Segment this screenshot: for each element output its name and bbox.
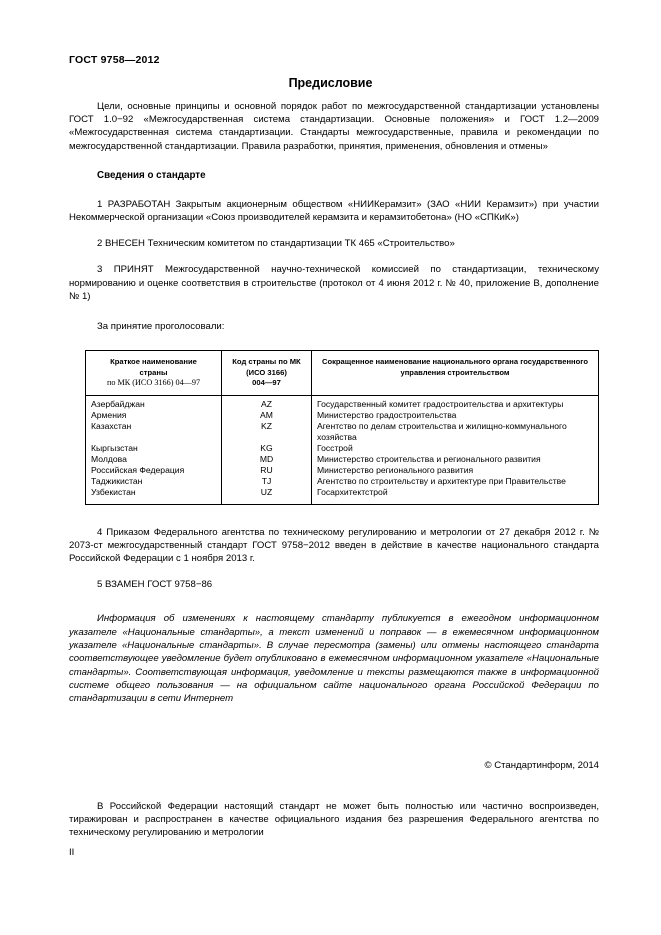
header-country-line1: Краткое наименование	[110, 357, 197, 367]
header-code-line2: (ИСО 3166)	[246, 367, 287, 377]
copyright-line: © Стандартинформ, 2014	[484, 760, 599, 771]
clause-3: 3 ПРИНЯТ Межгосударственной научно-технической комиссией по стандартизации, техническому нормированию и оценке соответствия в строительстве (протокол от 4 июня 2012 г. № 40, приложение В, дополнение № 1)	[69, 264, 599, 302]
page-number: II	[69, 847, 75, 858]
document-designation: ГОСТ 9758—2012	[69, 54, 160, 66]
authority-name: Госстрой	[317, 443, 353, 454]
authority-name: Агентство по делам строительства и жилищно-коммунального хозяйства	[317, 420, 567, 443]
authority-name: Агентство по строительству и архитектуре при Правительстве	[317, 476, 566, 487]
authority-name: Министерство строительства и регионального развития	[317, 454, 541, 465]
country-name: Армения	[91, 409, 127, 420]
vote-intro: За принятие проголосовали:	[97, 321, 225, 333]
authority-name: Государственный комитет градостроительства и архитектуры	[317, 398, 564, 409]
row-spacer	[91, 432, 216, 443]
authority-name: Госархитектстрой	[317, 487, 388, 498]
country-name: Таджикистан	[91, 476, 143, 487]
table-row	[86, 395, 599, 504]
cell-country-list	[86, 395, 222, 504]
country-code: KG	[260, 443, 273, 454]
country-code: KZ	[261, 420, 272, 431]
cell-authority-list	[312, 395, 599, 504]
country-name: Казахстан	[91, 420, 132, 431]
authority-name: Министерство градостроительства	[317, 409, 457, 420]
header-country-line3: по МК (ИСО 3166) 04—97	[106, 378, 201, 388]
header-cell-authority	[312, 351, 599, 396]
cell-code-list	[222, 395, 312, 504]
country-code: MD	[259, 454, 274, 465]
country-name: Кыргызстан	[91, 443, 138, 454]
header-code-line3: 004—97	[252, 378, 281, 388]
country-name: Азербайджан	[91, 398, 145, 409]
clause-1: 1 РАЗРАБОТАН Закрытым акционерным обществом «НИИКерамзит» (ЗАО «НИИ Керамзит») при участии Некоммерческой организации «Союз производителей керамзита и керамзитобетона» (НО «СПКиК»)	[69, 198, 599, 224]
country-code: AZ	[261, 398, 272, 409]
header-authority-line1: Сокращенное наименование национального органа государственного	[322, 357, 588, 367]
header-cell-country	[86, 351, 222, 396]
header-country-line2: страны	[139, 367, 168, 377]
clause-2: 2 ВНЕСЕН Техническим комитетом по стандартизации ТК 465 «Строительство»	[97, 238, 455, 250]
table-header-row	[86, 351, 599, 396]
country-name: Молдова	[91, 454, 127, 465]
disclaimer-block	[69, 800, 599, 840]
country-name: Узбекистан	[91, 487, 136, 498]
header-authority-line2: управления строительством	[400, 367, 510, 377]
reproduction-disclaimer: В Российской Федерации настоящий стандарт не может быть полностью или частично воспроизведен, тиражирован и распространен в качестве официального издания без разрешения Федерального агентства по техническому регулированию и метрологии	[69, 801, 599, 839]
country-code: TJ	[261, 476, 272, 487]
intro-paragraph: Цели, основные принципы и основной порядок работ по межгосударственной стандартизации установлены ГОСТ 1.0−92 «Межгосударственная система стандартизации. Основные положения» и ГОСТ 1.2—2009 «Межгосударственная система стандартизации. Стандарты межгосударственные, правила и рекомендации по межгосударственной стандартизации. Правила разработки, принятия, применения, обновления и отмены»	[69, 101, 599, 152]
country-code: AM	[260, 409, 273, 420]
country-code: RU	[260, 465, 273, 476]
amendment-notice: Информация об изменениях к настоящему стандарту публикуется в ежегодном информационном указателе «Национальные стандарты», а текст изменений и поправок — в ежемесячном информационном указателе «Национальные стандарты». В случае пересмотра (замены) или отмены настоящего стандарта соответствующее уведомление будет опубликовано в ежемесячном информационном указателе «Национальные стандарты». Соответствующая информация, уведомление и тексты размещаются также в информационной системе общего пользования — на официальном сайте национального органа Российской Федерации по стандартизации в сети Интернет	[69, 613, 599, 705]
clause-4: 4 Приказом Федерального агентства по техническому регулированию и метрологии от 27 декабря 2012 г. № 2073-ст межгосударственный стандарт ГОСТ 9758−2012 введен в действие в качестве национального стандарта Российской Федерации с 1 ноября 2013 г.	[69, 526, 599, 564]
country-name: Российская Федерация	[91, 465, 185, 476]
page-title: Предисловие	[288, 76, 373, 90]
authority-name: Министерство регионального развития	[317, 465, 474, 476]
row-spacer	[227, 432, 306, 443]
clause-5: 5 ВЗАМЕН ГОСТ 9758−86	[97, 579, 213, 591]
voting-countries-table	[85, 350, 599, 504]
header-cell-code	[222, 351, 312, 396]
about-standard-heading: Сведения о стандарте	[97, 169, 206, 181]
country-code: UZ	[260, 487, 273, 498]
header-code-line1: Код страны по МК	[232, 357, 301, 367]
document-content	[69, 100, 599, 705]
